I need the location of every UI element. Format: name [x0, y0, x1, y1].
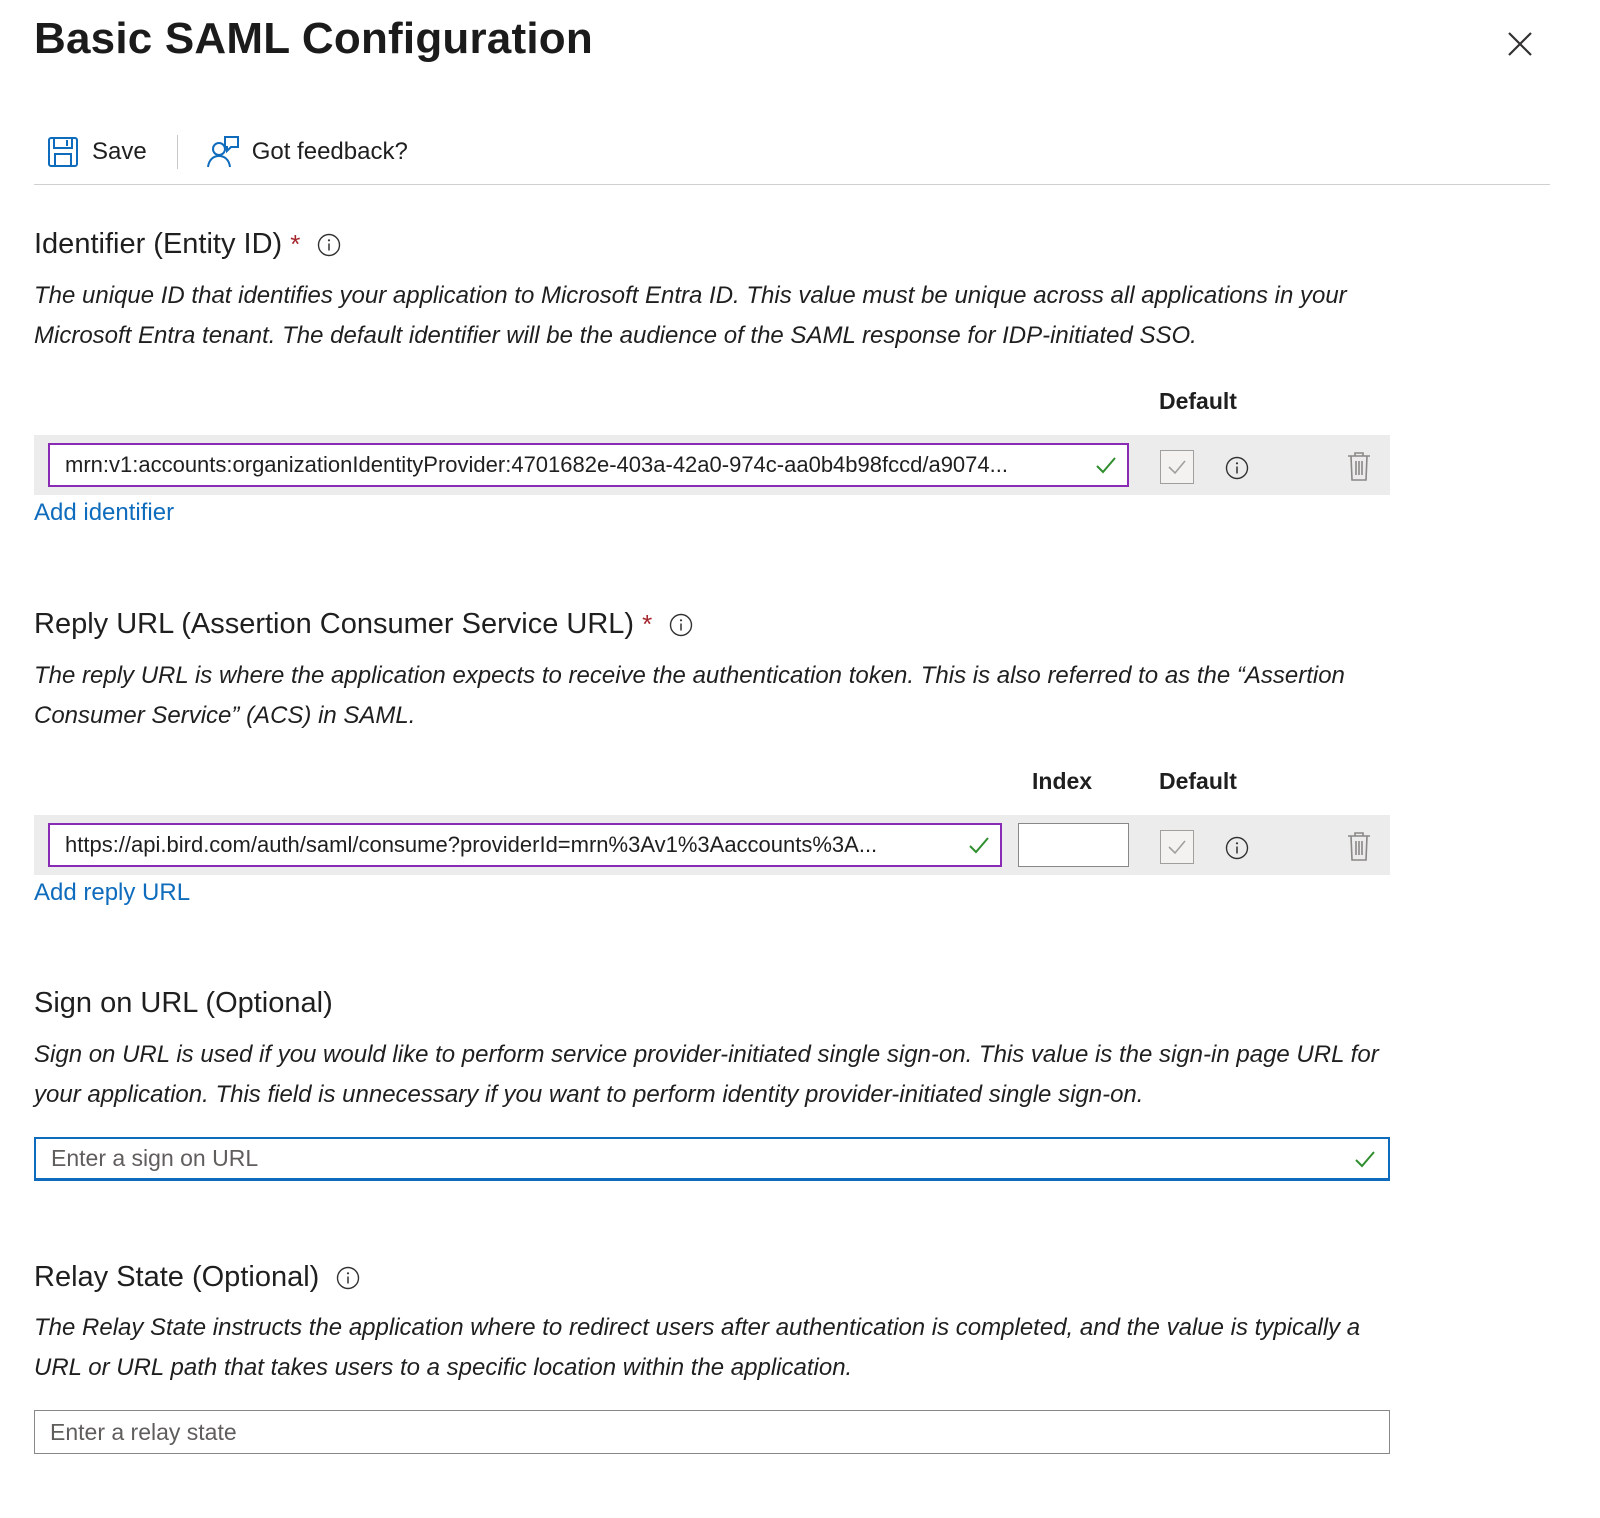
- check-icon: [1164, 454, 1190, 480]
- sign-on-url-heading-text: Sign on URL (Optional): [34, 987, 333, 1019]
- panel-title: Basic SAML Configuration: [34, 14, 593, 63]
- reply-url-description: The reply URL is where the application expects to receive the authentication token. This is also referred to as the “Assertion Consumer Service” (ACS) in SAML.: [34, 662, 1345, 729]
- reply-url-heading-text: Reply URL (Assertion Consumer Service URL): [34, 608, 635, 640]
- sign-on-url-heading: [34, 987, 333, 1020]
- check-icon: [1164, 834, 1190, 860]
- identifier-default-checkbox[interactable]: [1160, 450, 1194, 484]
- sign-on-url-description: Sign on URL is used if you would like to perform service provider-initiated single sign-on. This value is the sign-in page URL for your application. This field is unnecessary if you want to perform identity provider-initiated single sign-on.: [34, 1041, 1379, 1108]
- toolbar-divider: [177, 135, 178, 169]
- close-button[interactable]: [1500, 24, 1540, 64]
- save-button[interactable]: [34, 124, 147, 180]
- identifier-value: mrn:v1:accounts:organizationIdentityProvider:4701682e-403a-42a0-974c-aa0b4b98fccd/a9074...: [65, 452, 1008, 477]
- relay-state-heading-text: Relay State (Optional): [34, 1261, 320, 1293]
- identifier-description: The unique ID that identifies your application to Microsoft Entra ID. This value must be unique across all applications in your Microsoft Entra tenant. The default identifier will be the audience of the SAML response for IDP-initiated SSO.: [34, 282, 1347, 349]
- check-icon: [966, 832, 992, 858]
- sign-on-url-placeholder: Enter a sign on URL: [51, 1145, 259, 1171]
- reply-url-default-checkbox[interactable]: [1160, 830, 1194, 864]
- trash-icon: [1346, 830, 1372, 862]
- relay-state-description: The Relay State instructs the application where to redirect users after authentication is completed, and the value is typically a URL or URL path that takes users to a specific location within the application.: [34, 1314, 1361, 1381]
- identifier-input[interactable]: [48, 443, 1129, 487]
- trash-icon: [1346, 450, 1372, 482]
- delete-reply-url-button[interactable]: [1346, 830, 1372, 862]
- check-icon: [1093, 452, 1119, 478]
- add-reply-url-link[interactable]: Add reply URL: [34, 879, 191, 906]
- feedback-label: Got feedback?: [251, 138, 408, 165]
- feedback-button[interactable]: [206, 124, 408, 180]
- delete-identifier-button[interactable]: [1346, 450, 1372, 482]
- relay-state-placeholder: Enter a relay state: [50, 1418, 237, 1445]
- add-identifier-link[interactable]: Add identifier: [34, 499, 175, 526]
- reply-url-value: https://api.bird.com/auth/saml/consume?providerId=mrn%3Av1%3Aaccounts%3A...: [65, 832, 878, 857]
- relay-state-input[interactable]: [34, 1410, 1390, 1454]
- info-icon[interactable]: [335, 1265, 361, 1291]
- index-column-header: Index: [1032, 768, 1093, 794]
- save-label: Save: [92, 138, 147, 165]
- info-icon[interactable]: [668, 612, 694, 638]
- default-column-header: Default: [1159, 388, 1237, 414]
- identifier-heading: [34, 228, 342, 261]
- info-icon[interactable]: [316, 232, 342, 258]
- required-marker: *: [290, 229, 301, 259]
- check-icon: [1352, 1146, 1378, 1172]
- info-icon[interactable]: [1224, 455, 1250, 481]
- default-column-header: Default: [1159, 768, 1237, 794]
- relay-state-heading: [34, 1261, 361, 1294]
- toolbar-divider-line: [34, 184, 1550, 185]
- reply-url-heading: [34, 608, 694, 641]
- info-icon[interactable]: [1224, 835, 1250, 861]
- close-icon: [1500, 24, 1540, 64]
- save-icon: [46, 135, 80, 169]
- feedback-icon: [206, 135, 240, 169]
- sign-on-url-input[interactable]: [34, 1137, 1390, 1181]
- identifier-heading-text: Identifier (Entity ID): [34, 228, 283, 260]
- reply-url-input[interactable]: [48, 823, 1002, 867]
- required-marker: *: [642, 609, 653, 639]
- command-bar: [34, 124, 408, 180]
- reply-url-index-input[interactable]: [1018, 823, 1129, 867]
